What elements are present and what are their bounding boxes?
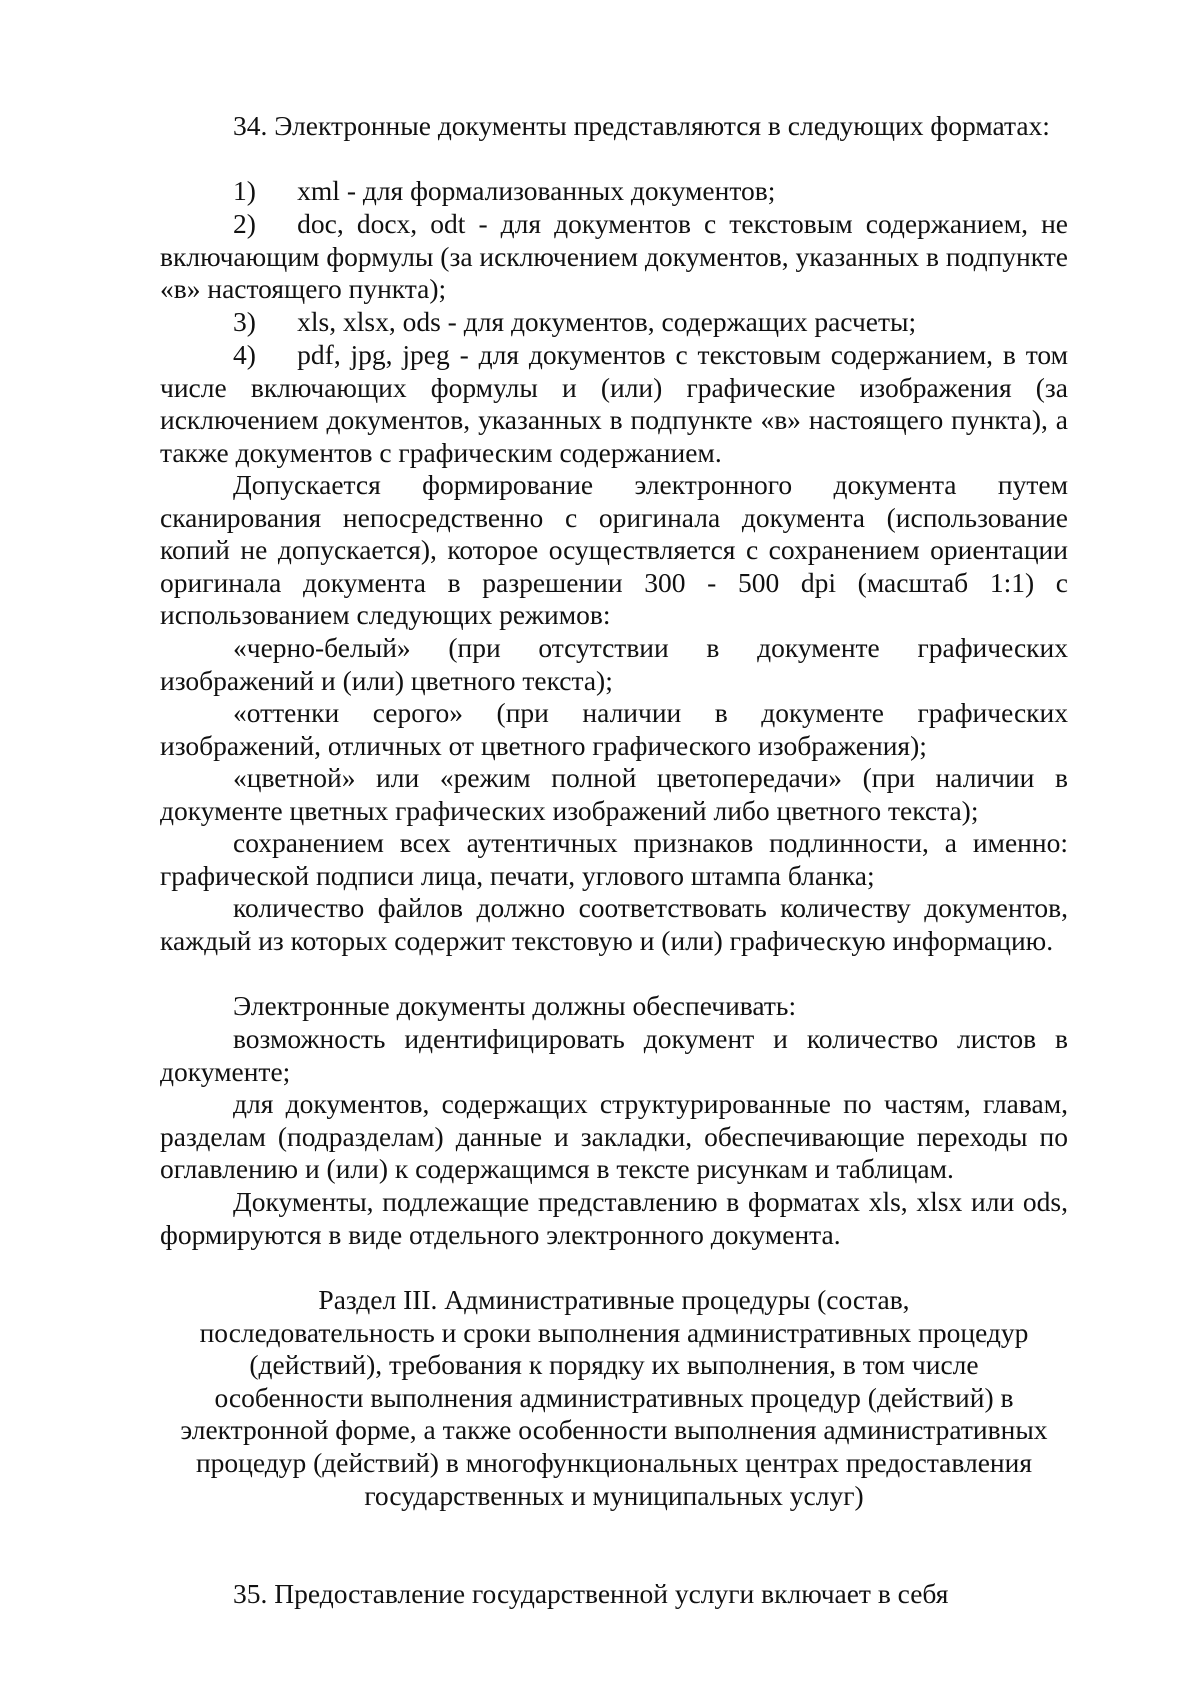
paragraph-35: 35. Предоставление государственной услуги включает в себя [233,1578,949,1609]
section-heading-line: (действий), требования к порядку их выполнения, в том числе [249,1349,979,1381]
requirement-structure: для документов, содержащих структурированные по частям, главам, разделам (подразделам) данные и закладки, обеспечивающие переходы по оглавлению и (или) к содержащимся в тексте рисункам и таблицам. [160,1088,1068,1185]
section-heading-line: процедур (действий) в многофункциональных центрах предоставления [195,1446,1033,1478]
paragraph-scanning: Допускается формирование электронного документа путем сканирования непосредственно с оригинала документа (использование копий не допускается), которое осуществляется с сохранением ориентации оригинала документа в разрешении 300 - 500 dpi (масштаб 1:1) с использованием следующих режимов: [160,469,1068,631]
list-item-2: 2) doc, docx, odt - для документов с текстовым содержанием, не включающим формулы (за исключением документов, указанных в подпункте «в» настоящего пункта); [160,208,1068,305]
paragraph-34-intro: 34. Электронные документы представляются в следующих форматах: [233,110,1050,141]
paragraph-requirements: Электронные документы должны обеспечивать: [233,990,797,1021]
paragraph-spreadsheets: Документы, подлежащие представлению в форматах xls, xlsx или ods, формируются в виде отдельного электронного документа. [160,1186,1068,1250]
section-heading-line: электронной форме, а также особенности выполнения административных [180,1414,1048,1446]
section-heading [160,1284,1068,1512]
mode-color: «цветной» или «режим полной цветопередачи» (при наличии в документе цветных графических изображений либо цветного текста); [160,762,1068,826]
section-heading-line: особенности выполнения административных процедур (действий) в [214,1381,1014,1413]
mode-black-white: «черно-белый» (при отсутствии в документе графических изображений и (или) цветного текста); [160,632,1068,696]
paragraph-file-count: количество файлов должно соответствовать количеству документов, каждый из которых содержит текстовую и (или) графическую информацию. [160,892,1068,956]
list-item-3: 3) xls, xlsx, ods - для документов, содержащих расчеты; [233,306,917,337]
section-heading-line: Раздел III. Административные процедуры (состав, [318,1284,910,1315]
section-heading-line: последовательность и сроки выполнения административных процедур [199,1316,1029,1348]
list-item-4: 4) pdf, jpg, jpeg - для документов с текстовым содержанием, в том числе включающих формулы и (или) графические изображения (за исключением документов, указанных в подпункте «в» настоящего пункта), а также документов с графическим содержанием. [160,339,1068,468]
paragraph-authenticity: сохранением всех аутентичных признаков подлинности, а именно: графической подписи лица, печати, углового штампа бланка; [160,827,1068,891]
list-item-1: 1) xml - для формализованных документов; [233,175,776,206]
section-heading-line: государственных и муниципальных услуг) [364,1479,864,1511]
requirement-identify: возможность идентифицировать документ и количество листов в документе; [160,1023,1068,1087]
mode-grayscale: «оттенки серого» (при наличии в документе графических изображений, отличных от цветного графического изображения); [160,697,1068,761]
